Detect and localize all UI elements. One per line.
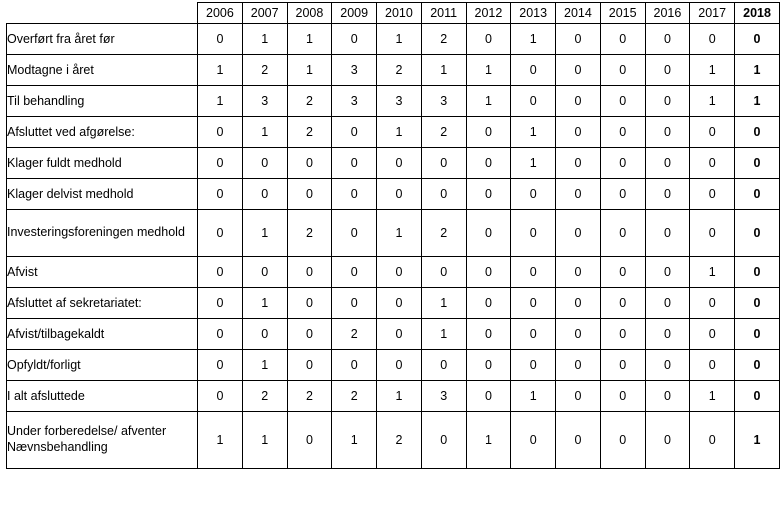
cell-value: 0	[511, 210, 556, 257]
cell-value: 0	[600, 288, 645, 319]
cell-value: 0	[198, 179, 243, 210]
cell-value: 0	[600, 55, 645, 86]
cell-value: 0	[466, 179, 511, 210]
cell-value: 0	[466, 24, 511, 55]
cell-value: 0	[377, 319, 422, 350]
row-label: Afvist	[7, 257, 198, 288]
cell-value: 1	[466, 55, 511, 86]
cell-value: 0	[735, 210, 780, 257]
cell-value: 2	[377, 55, 422, 86]
cell-value: 1	[377, 381, 422, 412]
cell-value: 0	[198, 288, 243, 319]
row-label: Under forberedelse/ afventer Nævnsbehandling	[7, 412, 198, 469]
cell-value: 0	[690, 117, 735, 148]
column-header-year-2009: 2009	[332, 3, 377, 24]
cell-value: 0	[690, 288, 735, 319]
cell-value: 0	[690, 210, 735, 257]
row-label: Modtagne i året	[7, 55, 198, 86]
cell-value: 0	[690, 179, 735, 210]
cell-value: 2	[332, 381, 377, 412]
column-header-year-2014: 2014	[556, 3, 601, 24]
cell-value: 0	[645, 210, 690, 257]
cell-value: 0	[511, 257, 556, 288]
column-header-year-2016: 2016	[645, 3, 690, 24]
cell-value: 0	[645, 412, 690, 469]
cell-value: 0	[600, 350, 645, 381]
column-header-year-2015: 2015	[600, 3, 645, 24]
cell-value: 0	[511, 179, 556, 210]
column-header-year-2011: 2011	[421, 3, 466, 24]
cell-value: 0	[332, 24, 377, 55]
cell-value: 1	[242, 24, 287, 55]
cell-value: 0	[198, 319, 243, 350]
cell-value: 0	[556, 319, 601, 350]
cell-value: 0	[556, 24, 601, 55]
cell-value: 0	[377, 257, 422, 288]
row-label: Afvist/tilbagekaldt	[7, 319, 198, 350]
cell-value: 0	[377, 148, 422, 179]
cell-value: 2	[242, 381, 287, 412]
cell-value: 0	[556, 179, 601, 210]
row-label: Investeringsforeningen medhold	[7, 210, 198, 257]
cell-value: 0	[600, 257, 645, 288]
cell-value: 0	[556, 288, 601, 319]
cell-value: 1	[377, 117, 422, 148]
cell-value: 0	[332, 117, 377, 148]
cell-value: 2	[421, 210, 466, 257]
cell-value: 0	[287, 350, 332, 381]
table-header-row	[7, 3, 780, 24]
cell-value: 1	[690, 257, 735, 288]
cell-value: 1	[466, 86, 511, 117]
cell-value: 2	[421, 24, 466, 55]
cell-value: 1	[511, 117, 556, 148]
cell-value: 0	[242, 148, 287, 179]
cell-value: 1	[242, 288, 287, 319]
cell-value: 0	[466, 288, 511, 319]
cell-value: 0	[690, 319, 735, 350]
table-row	[7, 148, 780, 179]
cell-value: 0	[645, 179, 690, 210]
cell-value: 0	[556, 55, 601, 86]
cell-value: 0	[645, 55, 690, 86]
cell-value: 2	[287, 86, 332, 117]
cell-value: 0	[287, 179, 332, 210]
cell-value: 1	[511, 24, 556, 55]
cell-value: 0	[511, 86, 556, 117]
cell-value: 0	[242, 257, 287, 288]
cell-value: 0	[287, 412, 332, 469]
cell-value: 2	[242, 55, 287, 86]
cell-value: 0	[735, 381, 780, 412]
cell-value: 0	[466, 210, 511, 257]
cell-value: 0	[198, 257, 243, 288]
cell-value: 0	[735, 148, 780, 179]
cell-value: 1	[242, 350, 287, 381]
column-header-year-2013: 2013	[511, 3, 556, 24]
cell-value: 2	[287, 210, 332, 257]
cell-value: 1	[198, 412, 243, 469]
cell-value: 0	[198, 350, 243, 381]
row-label: Klager delvist medhold	[7, 179, 198, 210]
cell-value: 0	[332, 288, 377, 319]
cell-value: 0	[645, 381, 690, 412]
table-row	[7, 319, 780, 350]
cell-value: 1	[421, 319, 466, 350]
cell-value: 1	[690, 381, 735, 412]
cell-value: 0	[556, 350, 601, 381]
cell-value: 1	[332, 412, 377, 469]
cell-value: 0	[198, 148, 243, 179]
cell-value: 0	[198, 381, 243, 412]
cell-value: 0	[690, 148, 735, 179]
table-row	[7, 86, 780, 117]
cell-value: 0	[556, 381, 601, 412]
cell-value: 1	[198, 86, 243, 117]
cell-value: 1	[287, 24, 332, 55]
cell-value: 0	[377, 350, 422, 381]
cell-value: 2	[421, 117, 466, 148]
column-header-year-2012: 2012	[466, 3, 511, 24]
row-label: Opfyldt/forligt	[7, 350, 198, 381]
cell-value: 0	[556, 257, 601, 288]
cell-value: 0	[511, 288, 556, 319]
row-label: Overført fra året før	[7, 24, 198, 55]
cell-value: 3	[421, 86, 466, 117]
cell-value: 3	[332, 55, 377, 86]
cell-value: 0	[198, 210, 243, 257]
cell-value: 2	[332, 319, 377, 350]
table-row	[7, 210, 780, 257]
cell-value: 0	[690, 350, 735, 381]
cell-value: 0	[735, 257, 780, 288]
cell-value: 0	[421, 179, 466, 210]
cell-value: 0	[421, 350, 466, 381]
cell-value: 1	[242, 412, 287, 469]
cell-value: 0	[735, 288, 780, 319]
row-label: Til behandling	[7, 86, 198, 117]
cell-value: 1	[735, 55, 780, 86]
cell-value: 0	[511, 319, 556, 350]
cell-value: 0	[735, 350, 780, 381]
cell-value: 1	[690, 86, 735, 117]
cell-value: 0	[466, 319, 511, 350]
cell-value: 2	[287, 117, 332, 148]
cell-value: 0	[690, 412, 735, 469]
cell-value: 2	[377, 412, 422, 469]
cell-value: 0	[556, 117, 601, 148]
cell-value: 0	[287, 257, 332, 288]
cell-value: 0	[466, 117, 511, 148]
cell-value: 3	[242, 86, 287, 117]
cell-value: 0	[600, 179, 645, 210]
cell-value: 0	[600, 86, 645, 117]
column-header-year-2008: 2008	[287, 3, 332, 24]
column-header-year-2018: 2018	[735, 3, 780, 24]
complaints-statistics-table	[6, 2, 780, 469]
cell-value: 0	[645, 350, 690, 381]
cell-value: 0	[645, 117, 690, 148]
table-row	[7, 55, 780, 86]
cell-value: 0	[332, 210, 377, 257]
cell-value: 0	[332, 179, 377, 210]
cell-value: 0	[421, 412, 466, 469]
cell-value: 0	[735, 117, 780, 148]
cell-value: 0	[556, 210, 601, 257]
cell-value: 0	[466, 257, 511, 288]
cell-value: 0	[287, 288, 332, 319]
cell-value: 0	[198, 24, 243, 55]
cell-value: 0	[645, 24, 690, 55]
cell-value: 2	[287, 381, 332, 412]
cell-value: 0	[242, 179, 287, 210]
cell-value: 0	[645, 86, 690, 117]
cell-value: 0	[645, 148, 690, 179]
cell-value: 0	[377, 179, 422, 210]
cell-value: 0	[600, 319, 645, 350]
cell-value: 1	[242, 210, 287, 257]
table-row	[7, 350, 780, 381]
cell-value: 3	[332, 86, 377, 117]
cell-value: 0	[556, 148, 601, 179]
column-header-year-2017: 2017	[690, 3, 735, 24]
table-row	[7, 412, 780, 469]
table-corner-cell	[7, 3, 198, 24]
table-sheet	[0, 2, 780, 523]
cell-value: 0	[600, 117, 645, 148]
cell-value: 1	[511, 381, 556, 412]
cell-value: 3	[421, 381, 466, 412]
cell-value: 0	[645, 257, 690, 288]
cell-value: 0	[332, 148, 377, 179]
cell-value: 1	[377, 24, 422, 55]
cell-value: 0	[511, 55, 556, 86]
table-row	[7, 117, 780, 148]
column-header-year-2006: 2006	[198, 3, 243, 24]
cell-value: 1	[377, 210, 422, 257]
cell-value: 0	[466, 350, 511, 381]
cell-value: 0	[377, 288, 422, 319]
table-row	[7, 381, 780, 412]
cell-value: 0	[600, 148, 645, 179]
cell-value: 1	[735, 412, 780, 469]
row-label: I alt afsluttede	[7, 381, 198, 412]
cell-value: 0	[735, 319, 780, 350]
cell-value: 0	[600, 24, 645, 55]
table-row	[7, 179, 780, 210]
cell-value: 1	[242, 117, 287, 148]
cell-value: 1	[421, 288, 466, 319]
table-row	[7, 288, 780, 319]
cell-value: 0	[735, 179, 780, 210]
cell-value: 0	[600, 412, 645, 469]
cell-value: 1	[511, 148, 556, 179]
cell-value: 1	[735, 86, 780, 117]
cell-value: 0	[198, 117, 243, 148]
cell-value: 3	[377, 86, 422, 117]
cell-value: 0	[735, 24, 780, 55]
column-header-year-2007: 2007	[242, 3, 287, 24]
column-header-year-2010: 2010	[377, 3, 422, 24]
row-label: Klager fuldt medhold	[7, 148, 198, 179]
cell-value: 1	[690, 55, 735, 86]
cell-value: 0	[421, 257, 466, 288]
cell-value: 0	[466, 381, 511, 412]
table-row	[7, 257, 780, 288]
cell-value: 0	[421, 148, 466, 179]
table-row	[7, 24, 780, 55]
cell-value: 0	[332, 350, 377, 381]
cell-value: 0	[690, 24, 735, 55]
cell-value: 0	[287, 148, 332, 179]
cell-value: 0	[242, 319, 287, 350]
cell-value: 1	[287, 55, 332, 86]
cell-value: 0	[287, 319, 332, 350]
cell-value: 0	[511, 350, 556, 381]
cell-value: 1	[466, 412, 511, 469]
row-label: Afsluttet af sekretariatet:	[7, 288, 198, 319]
cell-value: 0	[556, 412, 601, 469]
cell-value: 0	[556, 86, 601, 117]
cell-value: 1	[198, 55, 243, 86]
cell-value: 0	[466, 148, 511, 179]
cell-value: 0	[600, 210, 645, 257]
cell-value: 0	[332, 257, 377, 288]
cell-value: 0	[511, 412, 556, 469]
cell-value: 0	[600, 381, 645, 412]
cell-value: 1	[421, 55, 466, 86]
cell-value: 0	[645, 319, 690, 350]
cell-value: 0	[645, 288, 690, 319]
row-label: Afsluttet ved afgørelse:	[7, 117, 198, 148]
